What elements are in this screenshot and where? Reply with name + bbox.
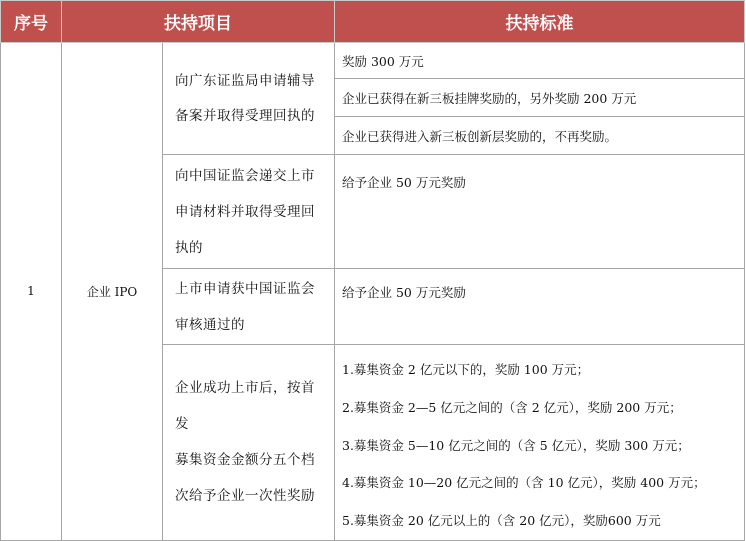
standard-4-item: 3.募集资金 5—10 亿元之间的（含 5 亿元），奖励 300 万元； bbox=[342, 437, 690, 453]
support-item-3-line: 审核通过的 bbox=[175, 316, 245, 333]
support-item-4-line: 次给予企业一次性奖励 bbox=[175, 488, 315, 505]
standard-4-item: 1.募集资金 2 亿元以下的，奖励 100 万元； bbox=[342, 362, 590, 377]
header-seq: 序号 bbox=[1, 1, 62, 43]
standard-1-3: 企业已获得进入新三板创新层奖励的，不再奖励。 bbox=[335, 117, 745, 155]
support-item-4-line: 募集资金金额分五个档 bbox=[175, 452, 315, 469]
standard-4-item: 4.募集资金 10—20 亿元之间的（含 10 亿元），奖励 400 万元； bbox=[342, 475, 706, 491]
row-project-name: 企业 IPO bbox=[62, 43, 163, 541]
standard-4-list bbox=[335, 345, 745, 541]
support-item-2-line: 执的 bbox=[175, 239, 203, 256]
standard-2-1: 给予企业 50 万元奖励 bbox=[335, 155, 745, 269]
table-row bbox=[1, 43, 745, 79]
support-item-4 bbox=[163, 345, 335, 541]
support-item-1 bbox=[163, 43, 335, 155]
table-header-row bbox=[1, 1, 745, 43]
standard-4-item: 5.募集资金 20 亿元以上的（含 20 亿元），奖励600 万元 bbox=[342, 513, 661, 529]
standard-4-item: 2.募集资金 2—5 亿元之间的（含 2 亿元），奖励 200 万元； bbox=[342, 399, 682, 415]
support-item-1-line: 向广东证监局申请辅导 bbox=[175, 72, 315, 89]
support-item-1-line: 备案并取得受理回执的 bbox=[175, 107, 315, 124]
support-item-4-line: 企业成功上市后，按首发 bbox=[175, 380, 315, 433]
header-support-standard: 扶持标准 bbox=[335, 1, 745, 43]
standard-3-1: 给予企业 50 万元奖励 bbox=[335, 269, 745, 345]
support-item-2 bbox=[163, 155, 335, 269]
support-item-2-line: 向中国证监会递交上市 bbox=[175, 167, 315, 184]
standard-1-2: 企业已获得在新三板挂牌奖励的，另外奖励 200 万元 bbox=[335, 79, 745, 117]
standard-1-1: 奖励 300 万元 bbox=[335, 43, 745, 79]
support-item-3-line: 上市申请获中国证监会 bbox=[175, 280, 315, 297]
support-item-3 bbox=[163, 269, 335, 345]
header-support-item: 扶持项目 bbox=[62, 1, 335, 43]
support-item-2-line: 申请材料并取得受理回 bbox=[175, 203, 315, 220]
row-seq-number: 1 bbox=[1, 43, 62, 541]
